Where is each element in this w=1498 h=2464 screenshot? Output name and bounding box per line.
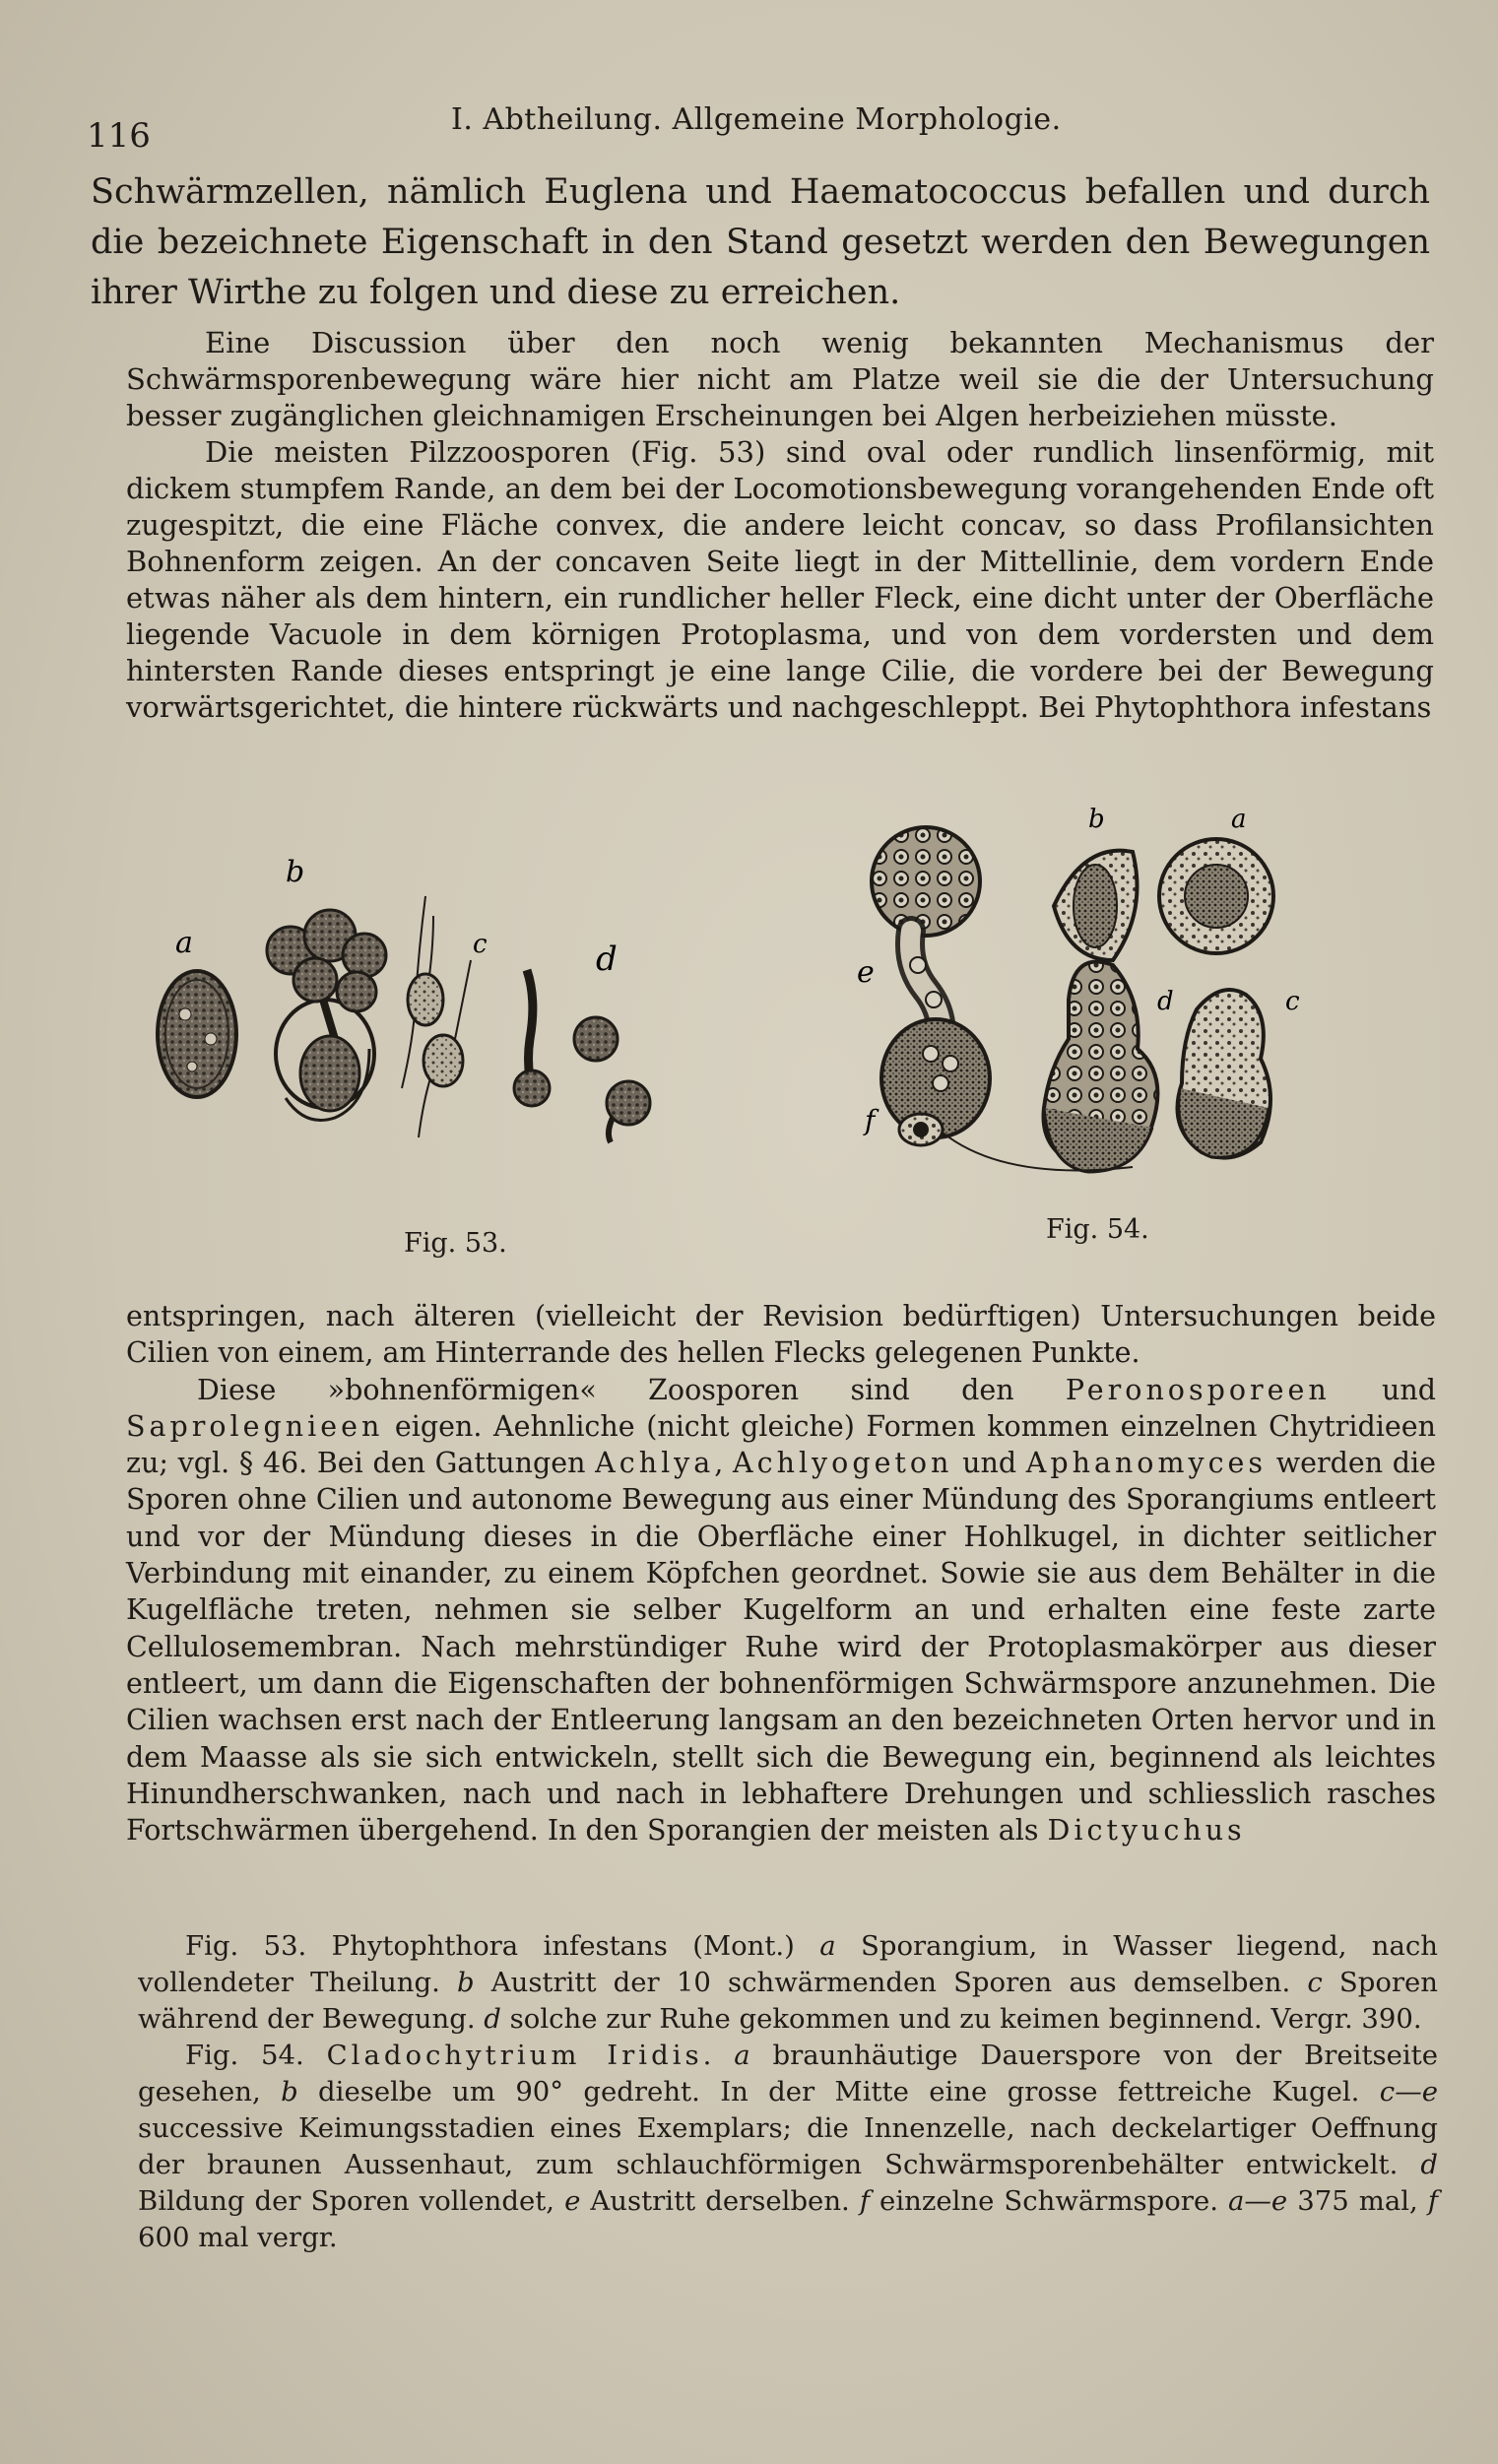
fig53-a-sporangium — [158, 971, 236, 1097]
p4-text-2: und — [1330, 1373, 1437, 1406]
caption54-text-9: 600 mal vergr. — [138, 2222, 338, 2253]
caption54-text-4: successive Keimungsstadien eines Exemplars; die Innenzelle, nach deckelartiger Oeffnung der braunen Aussenhaut, zum schlauchförmigen Schwärmsporenbehälter entwickelt. — [138, 2112, 1438, 2180]
p4-taxon-peronosporeen: Peronosporeen — [1065, 1373, 1331, 1406]
caption54-text-2: braunhäutige Dauerspore von der Breitseite gesehen, — [138, 2040, 1438, 2107]
paragraph-1: Eine Discussion über den noch wenig bekannten Mechanismus der Schwärmsporenbewegung wäre hier nicht am Platze weil sie die der Untersuchung besser zugänglichen gleichnamigen Erscheinungen bei Algen herbeiziehen müsste. — [126, 326, 1434, 432]
caption53-text-1: Fig. 53. Phytophthora infestans (Mont.) — [185, 1930, 820, 1962]
caption54-text-3: dieselbe um 90° gedreht. In der Mitte eine grosse fettreiche Kugel. — [297, 2076, 1380, 2107]
p4-text-4: , — [714, 1447, 734, 1480]
caption54-text-6: Austritt derselben. — [580, 2185, 860, 2217]
figure-53 — [138, 803, 768, 1265]
p4-genus-dictyuchus: Dictyuchus — [1047, 1814, 1246, 1848]
p4-genus-aphanomyces: Aphanomyces — [1025, 1447, 1268, 1480]
intro-text: Schwärmzellen, nämlich Euglena und Haematococcus befallen und durch die bezeichnete Eigenschaft in den Stand gesetzt werden den Bewegungen ihrer Wirthe zu folgen und diese zu erreichen. — [91, 172, 1430, 312]
caption54-label: Fig. 54. — [185, 2040, 327, 2071]
caption54-a-e: a—e — [1228, 2185, 1288, 2217]
caption54-a: a — [734, 2040, 750, 2071]
fig54-c-germination — [1178, 987, 1301, 1158]
fig53-letter-d: d — [596, 940, 618, 979]
caption53-b: b — [457, 1967, 475, 1998]
fig54-letter-e: e — [857, 955, 875, 990]
caption-fig53 — [138, 1928, 1438, 2038]
fig54-d-spores-formed — [1044, 962, 1174, 1172]
fig53-c-swimming — [402, 896, 488, 1137]
fig54-e-emergence — [857, 827, 990, 1137]
page-header — [87, 98, 1406, 158]
running-head: I. Abtheilung. Allgemeine Morphologie. — [451, 102, 1062, 137]
caption54-taxon: Cladochytrium Iridis — [326, 2040, 703, 2071]
figure-54 — [847, 803, 1438, 1265]
caption53-d: d — [484, 2003, 501, 2035]
fig54-b-side-view — [1054, 805, 1138, 960]
caption54-e: e — [564, 2185, 581, 2217]
p4-text-1: Diese »bohnenförmigen« Zoosporen sind den — [197, 1373, 1066, 1406]
p4-text-6: werden die Sporen ohne Cilien und autonome Bewegung aus einer Mündung des Sporangiums entleert und vor der Mündung dieses in die Oberfläche einer Hohlkugel, in dichter seitlicher Verbindung mit einander, zu einem Köpfchen geordnet. Sowie sie aus dem Behälter in die Kugelfläche treten, nehmen sie selber Kugelform an und erhalten eine feste zarte Cellulosemembran. Nach mehrstündiger Ruhe wird der Protoplasmakörper aus dieser entleert, um dann die Eigenschaften der bohnenförmigen Schwärmspore anzunehmen. Die Cilien wachsen erst nach der Entleerung langsam an den bezeichneten Orten hervor und in dem Maasse als sie sich entwickeln, stellt sich die Bewegung ein, beginnend als leichtes Hinundherschwanken, nach und nach in lebhaftere Drehungen und schliesslich rasches Fortschwärmen übergehend. In den Sporangien der meisten als — [126, 1447, 1436, 1848]
fig53-letter-c: c — [473, 930, 488, 959]
caption54-text-7: einzelne Schwärmspore. — [870, 2185, 1229, 2217]
fig54-letter-d: d — [1157, 987, 1174, 1016]
p4-taxon-saprolegnieen: Saprolegnieen — [126, 1409, 384, 1443]
caption53-text-5: solche zur Ruhe gekommen und zu keimen beginnend. Vergr. 390. — [500, 2003, 1422, 2035]
caption54-d: d — [1420, 2149, 1438, 2180]
caption-fig54 — [138, 2038, 1438, 2256]
caption54-f2: f — [1427, 2185, 1438, 2217]
fig54-letter-b: b — [1088, 805, 1105, 834]
figures-area — [138, 803, 1438, 1265]
p4-text-3: eigen. Aehnliche (nicht gleiche) Formen kommen einzelnen Chytridieen zu; vgl. § 46. Bei den Gattungen — [126, 1409, 1436, 1480]
paragraph-3: entspringen, nach älteren (vielleicht der Revision bedürftigen) Untersuchungen beide Cilien von einem, am Hinterrande des hellen Flecks gelegenen Punkte. — [126, 1300, 1436, 1370]
fig53-letter-a: a — [175, 926, 193, 960]
caption53-text-3: Austritt der 10 schwärmenden Sporen aus demselben. — [474, 1967, 1308, 1998]
caption53-text-2: Sporangium, in Wasser liegend, nach vollendeter Theilung. — [138, 1930, 1439, 1998]
figure-captions — [138, 1928, 1438, 2256]
p4-genus-achlya: Achlya — [595, 1447, 715, 1480]
caption54-text-5: Bildung der Sporen vollendet, — [138, 2185, 565, 2217]
p4-genus-achlyogeton: Achlyogeton — [733, 1447, 953, 1480]
fig54-label: Fig. 54. — [1046, 1214, 1149, 1245]
lower-text — [126, 1298, 1436, 1848]
caption54-text-1: . — [702, 2040, 735, 2071]
caption54-b: b — [281, 2076, 298, 2107]
fig53-d-germinating — [514, 940, 650, 1142]
paragraph-2: Die meisten Pilzzoosporen (Fig. 53) sind oval oder rundlich linsenförmig, mit dickem stumpfem Rande, an dem bei der Locomotionsbewegung vorangehenden Ende oft zugespitzt, die eine Fläche convex, die andere leicht concav, so dass Profilansichten Bohnenform zeigen. An der concaven Seite liegt in der Mittellinie, dem vordern Ende etwas näher als dem hintern, ein rundlicher heller Fleck, eine dicht unter der Oberfläche liegende Vacuole in dem körnigen Protoplasma, und von dem vordersten und dem hintersten Rande dieses entspringt je eine lange Cilie, die vordere bei der Bewegung vorwärtsgerichtet, die hintere rückwärts und nachgeschleppt. Bei Phytophthora infestans — [126, 435, 1434, 724]
caption53-a: a — [819, 1930, 836, 1962]
caption53-text-4: Sporen während der Bewegung. — [138, 1967, 1439, 2035]
fig53-b-emergence — [267, 855, 386, 1121]
caption54-c-e: c—e — [1379, 2076, 1438, 2107]
fig53-letter-b: b — [286, 855, 305, 889]
fig54-letter-f: f — [865, 1104, 876, 1136]
caption54-f: f — [859, 2185, 871, 2217]
caption54-text-8: 375 mal, — [1287, 2185, 1428, 2217]
fig53-label: Fig. 53. — [404, 1228, 507, 1259]
fig54-letter-a: a — [1231, 805, 1247, 834]
page-number: 116 — [87, 116, 151, 156]
caption53-c: c — [1307, 1967, 1323, 1998]
fig54-a-resting-spore — [1159, 805, 1273, 953]
p4-text-5: und — [952, 1447, 1026, 1480]
paragraph-mechanism — [126, 325, 1434, 726]
paragraph-4 — [126, 1372, 1436, 1849]
fig54-letter-c: c — [1285, 987, 1300, 1016]
